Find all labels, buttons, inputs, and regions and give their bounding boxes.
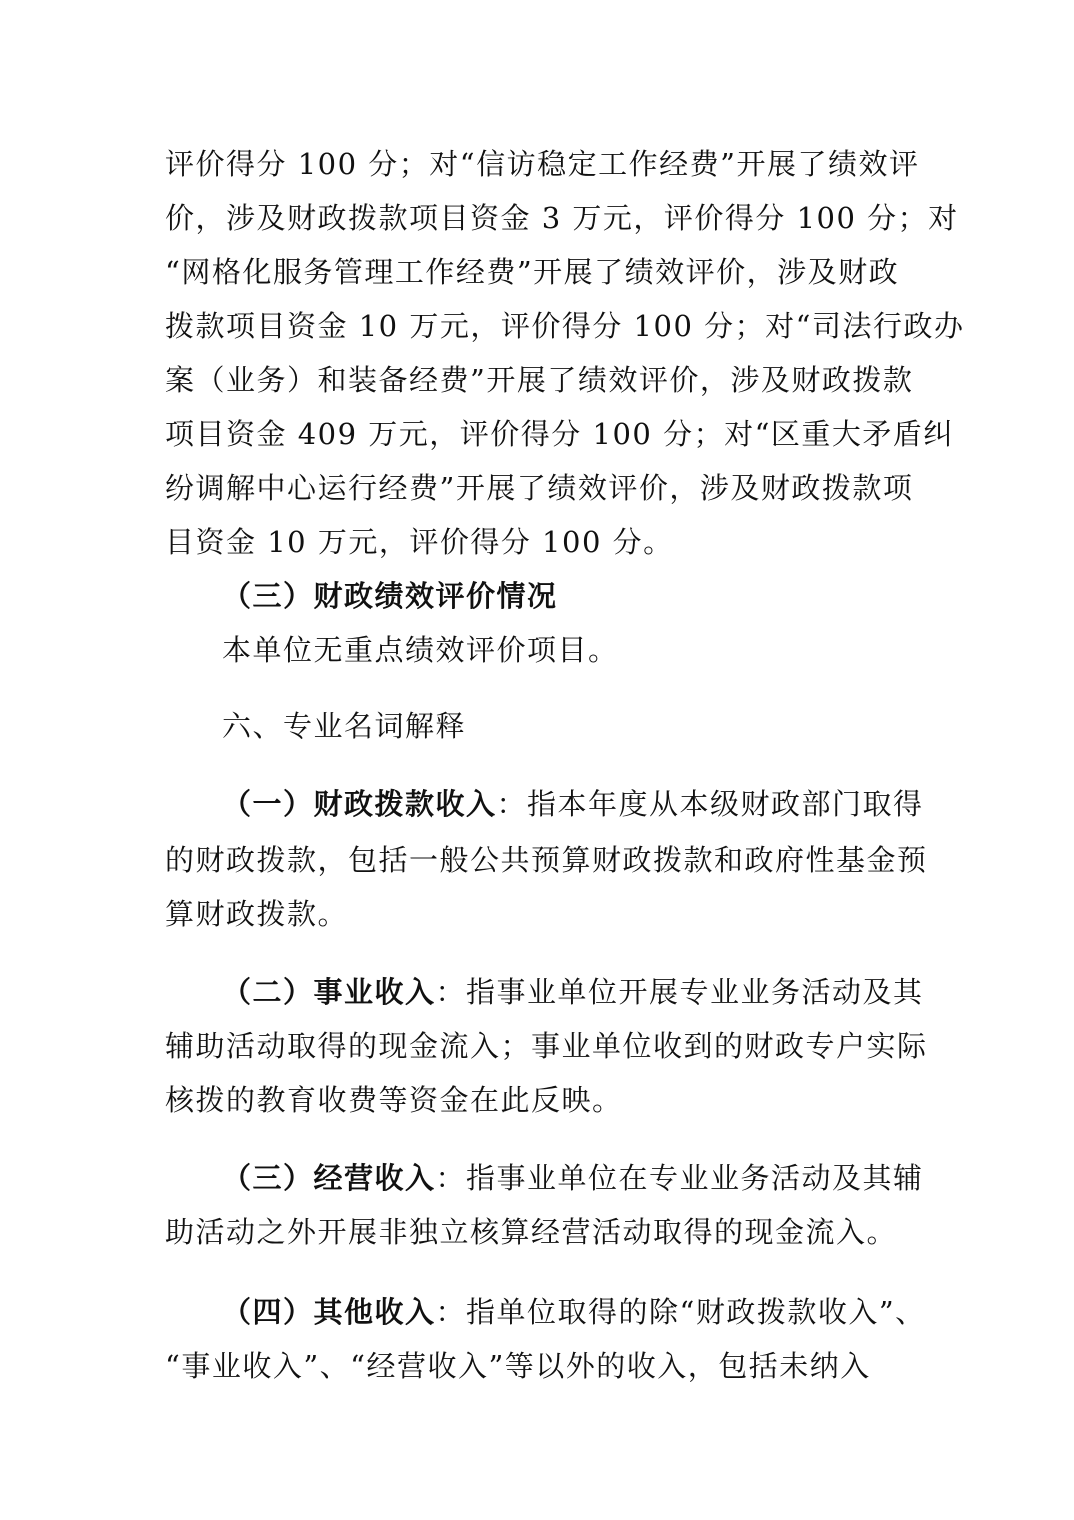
term-line: 核拨的教育收费等资金在此反映。 [165,1083,623,1117]
term-text: ：指本年度从本级财政部门取得 [496,787,924,821]
paragraph-line: 评价得分 100 分；对“信访稳定工作经费”开展了绩效评 [165,147,920,181]
section-heading: （三）财政绩效评价情况 [222,579,558,613]
term-line: 助活动之外开展非独立核算经营活动取得的现金流入。 [165,1215,898,1249]
term-title: （一）财政拨款收入 [222,787,497,821]
paragraph-line: 价，涉及财政拨款项目资金 3 万元，评价得分 100 分；对 [165,201,959,235]
term-first-line [222,974,924,1010]
paragraph-line: 案（业务）和装备经费”开展了绩效评价，涉及财政拨款 [165,363,914,397]
term-text: ：指事业单位在专业业务活动及其辅 [435,1161,924,1195]
paragraph-line: 目资金 10 万元，评价得分 100 分。 [165,525,674,559]
paragraph-line: 项目资金 409 万元，评价得分 100 分；对“区重大矛盾纠 [165,417,954,451]
chapter-heading: 六、专业名词解释 [222,709,467,743]
section-body: 本单位无重点绩效评价项目。 [222,633,619,667]
term-title: （二）事业收入 [222,975,436,1009]
term-line: 的财政拨款，包括一般公共预算财政拨款和政府性基金预 [165,843,928,877]
paragraph-line: “网格化服务管理工作经费”开展了绩效评价，涉及财政 [165,255,900,289]
term-first-line [222,786,924,822]
term-line: “事业收入”、“经营收入”等以外的收入，包括未纳入 [165,1349,871,1383]
paragraph-line: 纷调解中心运行经费”开展了绩效评价，涉及财政拨款项 [165,471,914,505]
term-title: （三）经营收入 [222,1161,436,1195]
term-text: ：指单位取得的除“财政拨款收入”、 [435,1295,926,1329]
term-first-line [222,1294,926,1330]
term-text: ：指事业单位开展专业业务活动及其 [435,975,924,1009]
term-line: 算财政拨款。 [165,897,349,931]
term-title: （四）其他收入 [222,1295,436,1329]
paragraph-line: 拨款项目资金 10 万元，评价得分 100 分；对“司法行政办 [165,309,965,343]
term-line: 辅助活动取得的现金流入；事业单位收到的财政专户实际 [165,1029,928,1063]
term-first-line [222,1160,924,1196]
